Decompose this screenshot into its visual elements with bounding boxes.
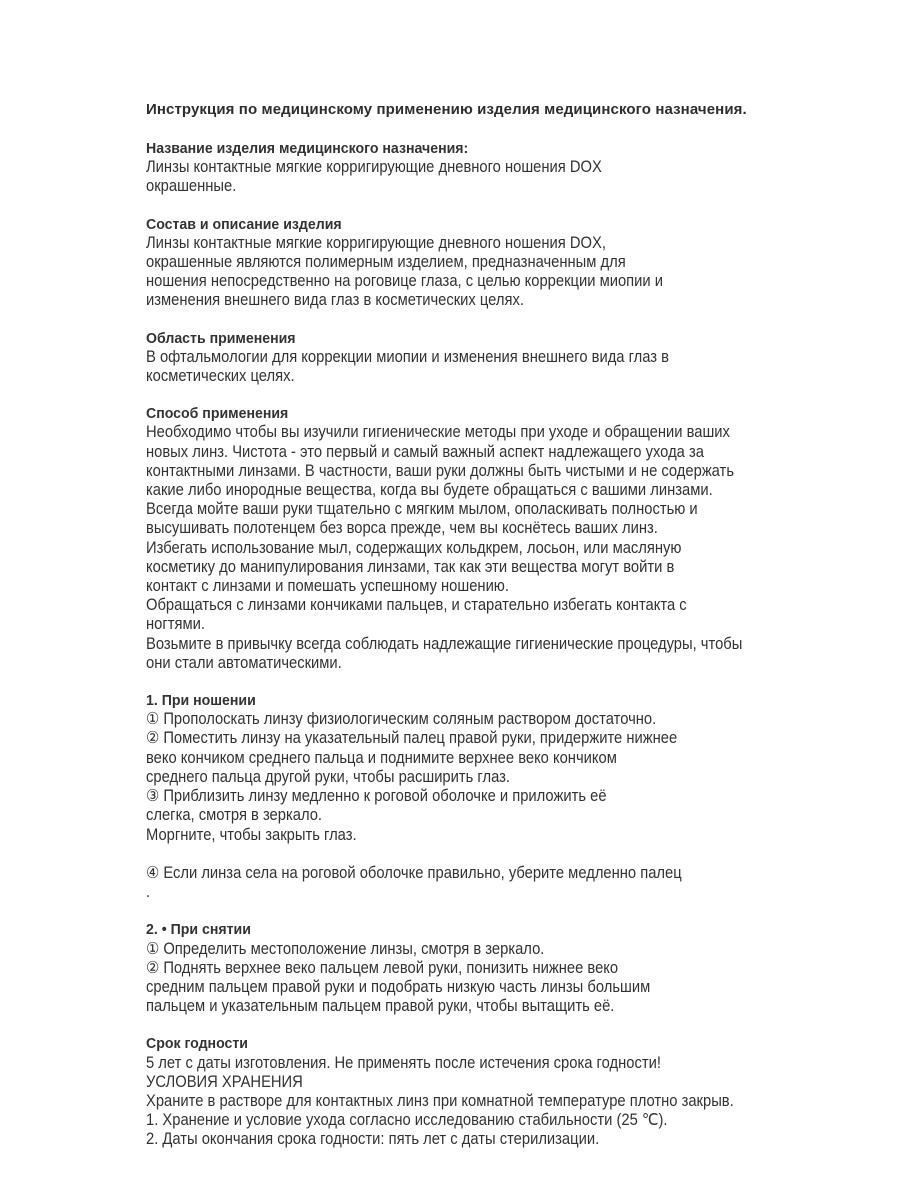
section-heading: Способ применения <box>146 405 289 423</box>
document-section <box>146 404 846 673</box>
section-text-line: Обращаться с линзами кончиками пальцев, и старательно избегать контакта с <box>146 596 687 615</box>
section-text-line: 2. Даты окончания срока годности: пять лет с даты стерилизации. <box>146 1130 600 1149</box>
section-text-line: слегка, смотря в зеркало. <box>146 806 323 825</box>
document-title: Инструкция по медицинскому применению изделия медицинского назначения. <box>146 101 747 118</box>
section-text-line: новых линз. Чистота - это первый и самый важный аспект надлежащего ухода за <box>146 442 704 461</box>
document-section <box>146 1034 846 1149</box>
section-text-line: изменения внешнего вида глаз в косметических целях. <box>146 291 524 310</box>
section-text-line: Избегать использование мыл, содержащих кольдкрем, лосьон, или масляную <box>146 538 682 557</box>
section-text-line: В офтальмологии для коррекции миопии и изменения внешнего вида глаз в <box>146 347 670 366</box>
section-text-line: среднего пальца другой руки, чтобы расширить глаз. <box>146 767 510 786</box>
section-heading: Название изделия медицинского назначения: <box>146 140 469 157</box>
document-section <box>146 215 846 311</box>
instruction-document <box>146 100 846 1168</box>
section-text-line: ② Поместить линзу на указательный палец правой руки, придержите нижнее <box>146 729 678 748</box>
section-text-line: Линзы контактные мягкие корригирующие дневного ношения DOX, <box>146 233 606 252</box>
section-heading: 1. При ношении <box>146 692 256 710</box>
document-sections <box>146 139 846 1150</box>
section-text-line: пальцем и указательным пальцем правой руки, чтобы вытащить её. <box>146 997 615 1016</box>
section-text-line: ношения непосредственно на роговице глаза, с целью коррекции миопии и <box>146 272 663 291</box>
section-text-line: косметических целях. <box>146 367 295 386</box>
section-text-line: окрашенные. <box>146 177 237 196</box>
section-heading: Область применения <box>146 329 296 347</box>
section-text-line: ① Определить местоположение линзы, смотря в зеркало. <box>146 939 545 958</box>
section-text-line: Всегда мойте ваши руки тщательно с мягким мылом, ополаскивать полностью и <box>146 500 698 519</box>
section-text-line: ① Прополоскать линзу физиологическим соляным раствором достаточно. <box>146 710 657 729</box>
section-heading: 2. • При снятии <box>146 921 251 939</box>
section-text-line: какие либо инородные вещества, когда вы будете обращаться с вашими линзами. <box>146 481 713 500</box>
section-text-line: косметику до манипулирования линзами, так как эти вещества могут войти в <box>146 557 675 576</box>
section-heading: Состав и описание изделия <box>146 215 342 233</box>
section-text-line: Возьмите в привычку всегда соблюдать надлежащие гигиенические процедуры, чтобы <box>146 634 743 653</box>
section-text-line: ③ Приблизить линзу медленно к роговой оболочке и приложить её <box>146 787 607 806</box>
document-section <box>146 139 846 197</box>
section-text-line: ④ Если линза села на роговой оболочке правильно, уберите медленно палец <box>146 863 682 882</box>
section-text-line: 5 лет с даты изготовления. Не применять после истечения срока годности! <box>146 1053 661 1072</box>
section-text-line: они стали автоматическими. <box>146 653 342 672</box>
section-text-line: Храните в растворе для контактных линз при комнатной температуре плотно закрыв. <box>146 1091 734 1110</box>
section-text-line: средним пальцем правой руки и подобрать низкую часть линзы большим <box>146 977 651 996</box>
document-section <box>146 691 846 902</box>
section-text-line: ногтями. <box>146 615 205 634</box>
document-section <box>146 920 846 1016</box>
section-text-line: . <box>146 883 151 902</box>
section-text-line: веко кончиком среднего пальца и поднимите верхнее веко кончиком <box>146 748 617 767</box>
section-text-line: контактными линзами. В частности, ваши руки должны быть чистыми и не содержать <box>146 461 735 480</box>
section-heading: Срок годности <box>146 1035 248 1053</box>
section-text-line: окрашенные являются полимерным изделием, предназначенным для <box>146 253 626 272</box>
section-text-line: Линзы контактные мягкие корригирующие дневного ношения DOX <box>146 158 602 177</box>
section-text-line: Необходимо чтобы вы изучили гигиенические методы при уходе и обращении ваших <box>146 423 730 442</box>
section-text-line: контакт с линзами и помешать успешному ношению. <box>146 577 509 596</box>
section-text-line: 1. Хранение и условие ухода согласно исследованию стабильности (25 ℃). <box>146 1111 668 1130</box>
document-section <box>146 329 846 387</box>
blank-line <box>146 845 846 864</box>
section-text-line: ② Поднять верхнее веко пальцем левой руки, понизить нижнее веко <box>146 958 619 977</box>
section-text-line: высушивать полотенцем без ворса прежде, чем вы коснётесь ваших линз. <box>146 519 658 538</box>
section-text-line: УСЛОВИЯ ХРАНЕНИЯ <box>146 1072 303 1091</box>
section-text-line: Моргните, чтобы закрыть глаз. <box>146 825 357 844</box>
